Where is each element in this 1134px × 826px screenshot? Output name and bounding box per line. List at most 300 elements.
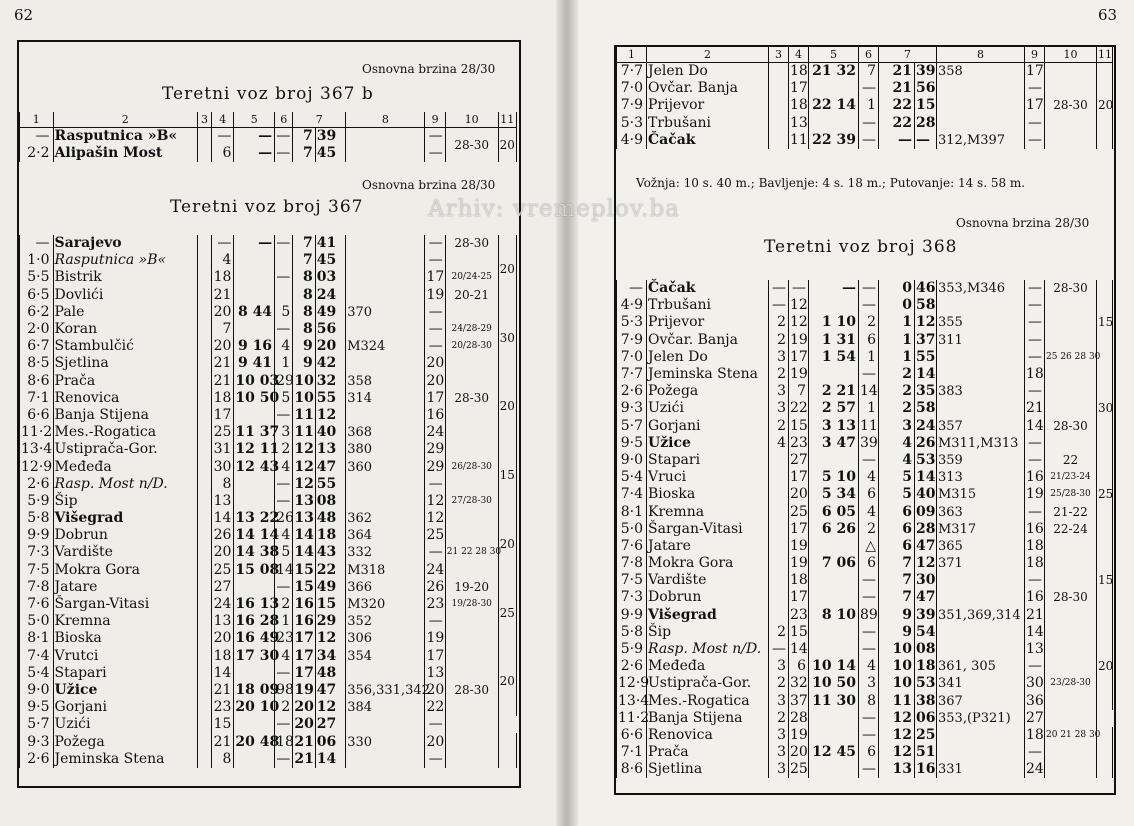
arrival-cell: [809, 115, 859, 132]
speed-cell: 19/28-30: [445, 596, 498, 613]
km-cell: 8·1: [20, 630, 54, 647]
km-cell: 7·3: [20, 544, 54, 561]
speed-cell: 22-24: [1045, 521, 1097, 538]
col11-cell: 25: [1097, 452, 1113, 538]
hour-cell: 9: [879, 624, 915, 641]
connection-cell: [346, 287, 425, 304]
arrival-cell: [809, 572, 859, 589]
km-cell: 6·6: [617, 727, 647, 744]
arrival-cell: 22 14: [809, 97, 859, 114]
col6-cell: —: [275, 716, 293, 733]
connection-cell: [346, 128, 425, 146]
col6-cell: △: [859, 538, 879, 555]
col3-cell: [197, 269, 211, 286]
arrival-cell: 14 14: [235, 527, 280, 544]
minute-cell: 30: [916, 572, 936, 589]
minute-cell: 15: [315, 596, 345, 613]
connection-cell: M315: [937, 486, 1025, 503]
column-header: 7: [293, 112, 346, 128]
hour-cell: 4: [879, 435, 915, 452]
minute-cell: 49: [315, 304, 345, 321]
title-367b: Teretni voz broj 367 b: [162, 84, 374, 104]
speed-cell: [1045, 297, 1097, 314]
timetable-367: [19, 235, 517, 768]
speed-cell: [445, 252, 498, 269]
column-header: 5: [234, 112, 275, 128]
arrival-cell: [809, 538, 859, 555]
table-row: [617, 280, 1113, 297]
col4-cell: 8: [212, 476, 234, 493]
col4-cell: 26: [212, 527, 234, 544]
hour-cell: 14: [294, 544, 314, 561]
trip-summary: Vožnja: 10 s. 40 m.; Bavljenje: 4 s. 18 m.; Putovanje: 14 s. 58 m.: [636, 176, 1026, 190]
minute-cell: 35: [916, 383, 936, 400]
station-cell: Šip: [53, 493, 197, 510]
arrival-cell: 11 30: [809, 693, 859, 710]
hour-cell: 7: [879, 555, 915, 572]
hour-cell: 12: [879, 744, 915, 761]
col6-cell: 4: [275, 458, 293, 475]
km-cell: 7·6: [20, 596, 54, 613]
header-row: [617, 47, 1113, 63]
arrival-cell: [234, 269, 275, 286]
col3-cell: [769, 115, 789, 132]
hour-cell: 2: [879, 383, 915, 400]
station-cell: Renovica: [53, 390, 197, 407]
col3-cell: [197, 562, 211, 579]
col6-cell: —: [275, 321, 293, 338]
connection-cell: 356,331,342: [347, 682, 430, 698]
speed-367b: Osnovna brzina 28/30: [362, 62, 496, 76]
connection-cell: 352: [346, 613, 425, 630]
km-cell: 5·9: [20, 493, 54, 510]
col3-cell: —: [769, 641, 789, 658]
hour-cell: 5: [879, 486, 915, 503]
table-row: [617, 97, 1113, 114]
station-cell: Dobrun: [53, 527, 197, 544]
col3-cell: —: [769, 297, 789, 314]
table-row: [20, 733, 517, 750]
col9-cell: 20: [426, 372, 445, 389]
station-cell: Kremna: [647, 503, 769, 520]
km-cell: 7·3: [617, 589, 647, 606]
col4-cell: 6: [212, 145, 234, 162]
col6-cell: 3: [275, 424, 293, 441]
hour-cell: 6: [879, 521, 915, 538]
col6-cell: —: [859, 710, 879, 727]
arrival-cell: [809, 80, 859, 97]
speed-cell: [445, 424, 498, 441]
col9-cell: 24: [426, 424, 445, 441]
hour-cell: 0: [879, 297, 915, 314]
col9-cell: —: [1025, 332, 1045, 349]
page-number-right: 63: [1098, 6, 1118, 24]
km-cell: 9·9: [617, 607, 647, 624]
col11-cell: [498, 733, 516, 750]
minute-cell: 06: [315, 733, 345, 750]
table-row: [20, 648, 517, 665]
col9-cell: 23: [426, 596, 445, 613]
arrival-cell: 15 08: [235, 561, 280, 578]
col4-cell: 25: [790, 503, 808, 520]
book-gutter: [556, 0, 578, 826]
speed-cell: [445, 407, 498, 424]
connection-cell: 314: [346, 390, 425, 407]
connection-cell: 365: [937, 538, 1025, 555]
hour-cell: 6: [879, 503, 915, 520]
col4-cell: 19: [790, 331, 808, 348]
col9-cell: 26: [426, 578, 445, 595]
col3-cell: [197, 613, 211, 630]
table-row: [617, 63, 1113, 81]
km-cell: 9·9: [20, 527, 54, 544]
connection-cell: 354: [346, 648, 425, 665]
table-row: [617, 607, 1113, 624]
col9-cell: —: [425, 476, 445, 493]
col3-cell: [197, 665, 211, 682]
hour-cell: 21: [879, 80, 915, 97]
arrival-cell: [234, 493, 275, 510]
connection-cell: M317: [937, 521, 1025, 538]
hour-cell: 12: [879, 710, 915, 727]
col4-cell: 15: [790, 417, 808, 434]
speed-cell: [1045, 314, 1097, 331]
header-row: [20, 112, 517, 128]
minute-cell: 48: [315, 665, 345, 682]
km-cell: 5·0: [617, 521, 647, 538]
km-cell: 5·8: [617, 624, 647, 641]
km-cell: 7·7: [617, 366, 647, 383]
connection-cell: 332: [346, 544, 425, 561]
col6-cell: 39: [860, 434, 878, 451]
column-header: 2: [647, 47, 769, 63]
col4-cell: 7: [789, 383, 809, 400]
km-cell: 6·5: [20, 287, 54, 304]
minute-cell: 34: [315, 648, 345, 665]
col4-cell: 30: [212, 458, 234, 475]
col3-cell: [197, 527, 211, 544]
speed-cell: [1045, 572, 1097, 589]
col4-cell: 20: [212, 338, 234, 355]
col9-cell: —: [1025, 115, 1045, 132]
col9-cell: 17: [1026, 63, 1044, 80]
table-row: [617, 555, 1113, 572]
hour-cell: 8: [293, 321, 315, 338]
column-header: 1: [617, 47, 647, 63]
minute-cell: 38: [916, 692, 936, 709]
arrival-cell: 6 05: [809, 503, 859, 520]
arrival-cell: [234, 252, 275, 269]
table-row: [20, 510, 517, 527]
km-cell: 7·6: [617, 538, 647, 555]
col4-cell: 20: [790, 486, 808, 503]
hour-cell: 3: [879, 418, 915, 435]
table-row: [617, 383, 1113, 400]
hour-cell: 13: [294, 492, 314, 509]
col9-cell: 13: [1026, 641, 1044, 658]
col11-cell: 15: [1097, 280, 1113, 366]
col11-cell: 20: [498, 235, 516, 304]
col6-cell: [275, 252, 293, 269]
col9-cell: —: [1025, 658, 1045, 675]
hour-cell: 10: [879, 641, 915, 658]
speed-cell: 26/28-30: [445, 458, 498, 475]
col9-cell: —: [1025, 572, 1045, 589]
speed-cell: [445, 751, 498, 768]
col11-cell: 20: [1097, 63, 1113, 149]
col9-cell: —: [425, 716, 445, 733]
station-cell: Ustiprača-Gor.: [53, 441, 197, 458]
col6-cell: —: [275, 751, 293, 768]
minute-cell: 12: [315, 407, 345, 424]
col9-cell: 16: [1026, 520, 1044, 537]
speed-cell: [445, 510, 498, 527]
hour-cell: 10: [294, 389, 314, 406]
minute-cell: 55: [916, 348, 936, 365]
column-header: 2: [53, 112, 197, 128]
table-row: [617, 80, 1113, 97]
station-cell: Trbušani: [647, 297, 769, 314]
speed-cell: [1045, 332, 1097, 349]
arrival-cell: 1 54: [809, 349, 859, 366]
col6-cell: —: [859, 366, 879, 383]
speed-cell: [445, 665, 498, 682]
col4-cell: 20: [212, 630, 234, 647]
col9-cell: —: [425, 751, 445, 768]
arrival-cell: 1 31: [809, 332, 859, 349]
hour-cell: 2: [879, 400, 915, 417]
km-cell: 7·4: [617, 486, 647, 503]
col4-cell: 12: [790, 297, 808, 314]
km-cell: 9·3: [20, 733, 54, 750]
km-cell: 5·5: [20, 269, 54, 286]
arrival-cell: [809, 641, 859, 658]
col3-cell: [197, 145, 211, 162]
speed-cell: [1045, 366, 1097, 383]
km-cell: 7·9: [617, 332, 647, 349]
connection-cell: 331: [937, 761, 1025, 778]
connection-cell: 357: [937, 418, 1025, 435]
speed-cell: [445, 355, 498, 372]
col6-cell: —: [859, 641, 879, 658]
connection-cell: M318: [346, 562, 425, 579]
col3-cell: 3: [769, 658, 789, 675]
arrival-cell: 12 43: [235, 458, 280, 475]
connection-cell: [937, 97, 1025, 114]
col4-cell: 13: [790, 114, 808, 131]
station-cell: Dovlići: [53, 287, 197, 304]
col6-cell: 14: [860, 383, 878, 400]
hour-cell: 1: [879, 332, 915, 349]
hour-cell: —: [879, 132, 915, 149]
table-row: [20, 321, 517, 338]
speed-cell: [1045, 658, 1097, 675]
connection-cell: 383: [937, 383, 1025, 400]
minute-cell: 39: [315, 128, 345, 146]
arrival-cell: [234, 321, 275, 338]
table-row: [617, 314, 1113, 331]
col9-cell: —: [1025, 383, 1045, 400]
table-row: [617, 675, 1113, 692]
connection-cell: M324: [346, 338, 425, 355]
connection-cell: [346, 493, 425, 510]
arrival-cell: 12 11: [235, 441, 280, 458]
hour-cell: 21: [879, 63, 915, 81]
table-row: [20, 407, 517, 424]
connection-cell: [346, 355, 425, 372]
station-cell: Vrutci: [53, 648, 197, 665]
col3-cell: [197, 716, 211, 733]
arrival-cell: 3 13: [809, 418, 859, 435]
speed-cell: [1045, 744, 1097, 761]
station-cell: Renovica: [647, 727, 769, 744]
col4-cell: 19: [790, 726, 808, 743]
table-row: [617, 452, 1113, 469]
station-cell: Stapari: [647, 452, 769, 469]
col6-cell: 2: [859, 314, 879, 331]
hour-cell: 12: [294, 441, 314, 458]
station-cell: Koran: [53, 321, 197, 338]
minute-cell: 29: [315, 613, 345, 630]
minute-cell: 13: [315, 441, 345, 458]
km-cell: 11·2: [21, 424, 53, 441]
station-cell: Sjetlina: [53, 355, 197, 372]
title-368: Teretni voz broj 368: [764, 237, 958, 257]
col3-cell: 3: [769, 383, 789, 400]
station-cell: Uzići: [647, 400, 769, 417]
col6-cell: —: [275, 407, 293, 424]
col3-cell: [769, 469, 789, 486]
col4-cell: 23: [790, 434, 808, 451]
km-cell: 13·4: [21, 441, 53, 458]
minute-cell: 14: [916, 469, 936, 486]
arrival-cell: —: [809, 280, 859, 297]
station-cell: Jeminska Stena: [53, 751, 197, 768]
col9-cell: —: [1025, 297, 1045, 314]
station-cell: Sarajevo: [53, 235, 197, 252]
col9-cell: —: [425, 235, 445, 252]
km-cell: 5·0: [20, 613, 54, 630]
table-row: [617, 132, 1113, 149]
arrival-cell: [809, 624, 859, 641]
column-header: 5: [809, 47, 859, 63]
col3-cell: [197, 355, 211, 372]
station-cell: Jatare: [53, 579, 197, 596]
table-row: [617, 641, 1113, 658]
table-row: [20, 716, 517, 733]
minute-cell: 49: [315, 579, 345, 596]
table-row: [20, 493, 517, 510]
col4-cell: 18: [212, 390, 234, 407]
col4-cell: 13: [212, 493, 234, 510]
col6-cell: —: [859, 115, 879, 132]
col3-cell: [769, 132, 789, 149]
col3-cell: [197, 441, 211, 458]
col3-cell: [769, 555, 789, 572]
km-cell: 7·5: [617, 572, 647, 589]
km-cell: 1·0: [20, 252, 54, 269]
station-cell: Vruci: [647, 469, 769, 486]
col11-cell: 25: [498, 579, 516, 648]
speed-cell: 28-30: [445, 235, 498, 252]
station-cell: Bioska: [53, 630, 197, 647]
table-row: [617, 469, 1113, 486]
col6-cell: —: [275, 493, 293, 510]
col6-cell: [275, 287, 293, 304]
hour-cell: 7: [293, 128, 315, 146]
col11-cell: [498, 751, 516, 768]
table-row: [20, 699, 517, 716]
arrival-cell: 7 06: [809, 555, 859, 572]
col4-cell: 19: [790, 537, 808, 554]
speed-367: Osnovna brzina 28/30: [362, 178, 496, 192]
col3-cell: [769, 452, 789, 469]
speed-cell: 27/28-30: [445, 493, 498, 510]
station-cell: Banja Stijena: [53, 407, 197, 424]
column-header: 11: [498, 112, 516, 128]
col4-cell: 14: [212, 665, 234, 682]
station-cell: Požega: [53, 733, 197, 750]
arrival-cell: 10 03: [235, 372, 280, 389]
station-cell: Užice: [647, 435, 769, 452]
km-cell: 7·1: [617, 744, 647, 761]
col6-cell: 1: [275, 355, 293, 372]
col9-cell: 24: [426, 561, 445, 578]
col3-cell: [197, 407, 211, 424]
arrival-cell: [809, 452, 859, 469]
connection-cell: 330: [346, 733, 425, 750]
col9-cell: 36: [1026, 692, 1044, 709]
station-cell: Međeđa: [53, 458, 197, 475]
col6-cell: 4: [275, 338, 293, 355]
col9-cell: 18: [1026, 555, 1044, 572]
col3-cell: 3: [769, 349, 789, 366]
table-row: [617, 761, 1113, 778]
col3-cell: 2: [769, 418, 789, 435]
col3-cell: 3: [769, 727, 789, 744]
arrival-cell: —: [234, 235, 275, 252]
speed-cell: 28-30: [1045, 418, 1097, 435]
col9-cell: —: [425, 145, 445, 162]
col3-cell: [769, 63, 789, 81]
speed-cell: [1045, 761, 1097, 778]
col6-cell: —: [275, 269, 293, 286]
station-cell: Alipašin Most: [53, 145, 197, 162]
col4-cell: —: [212, 128, 234, 146]
col9-cell: —: [1025, 744, 1045, 761]
col6-cell: —: [859, 624, 879, 641]
minute-cell: 25: [916, 726, 936, 743]
minute-cell: 56: [315, 321, 345, 338]
col4-cell: 32: [790, 675, 808, 692]
col3-cell: 3: [769, 761, 789, 778]
connection-cell: [937, 400, 1025, 417]
km-cell: 7·5: [20, 562, 54, 579]
speed-cell: 21-22: [1045, 503, 1097, 520]
col4-cell: 19: [790, 366, 808, 383]
col6-cell: —: [859, 297, 879, 314]
col6-cell: 29: [276, 372, 294, 389]
arrival-cell: 14 38: [235, 544, 280, 561]
connection-cell: [346, 252, 425, 269]
col9-cell: 29: [426, 441, 445, 458]
speed-368: Osnovna brzina 28/30: [956, 216, 1090, 230]
hour-cell: 17: [294, 630, 314, 647]
col11-cell: 20: [498, 373, 516, 442]
col9-cell: —: [425, 128, 445, 146]
hour-cell: 20: [294, 699, 314, 716]
km-cell: 4·9: [617, 132, 647, 149]
